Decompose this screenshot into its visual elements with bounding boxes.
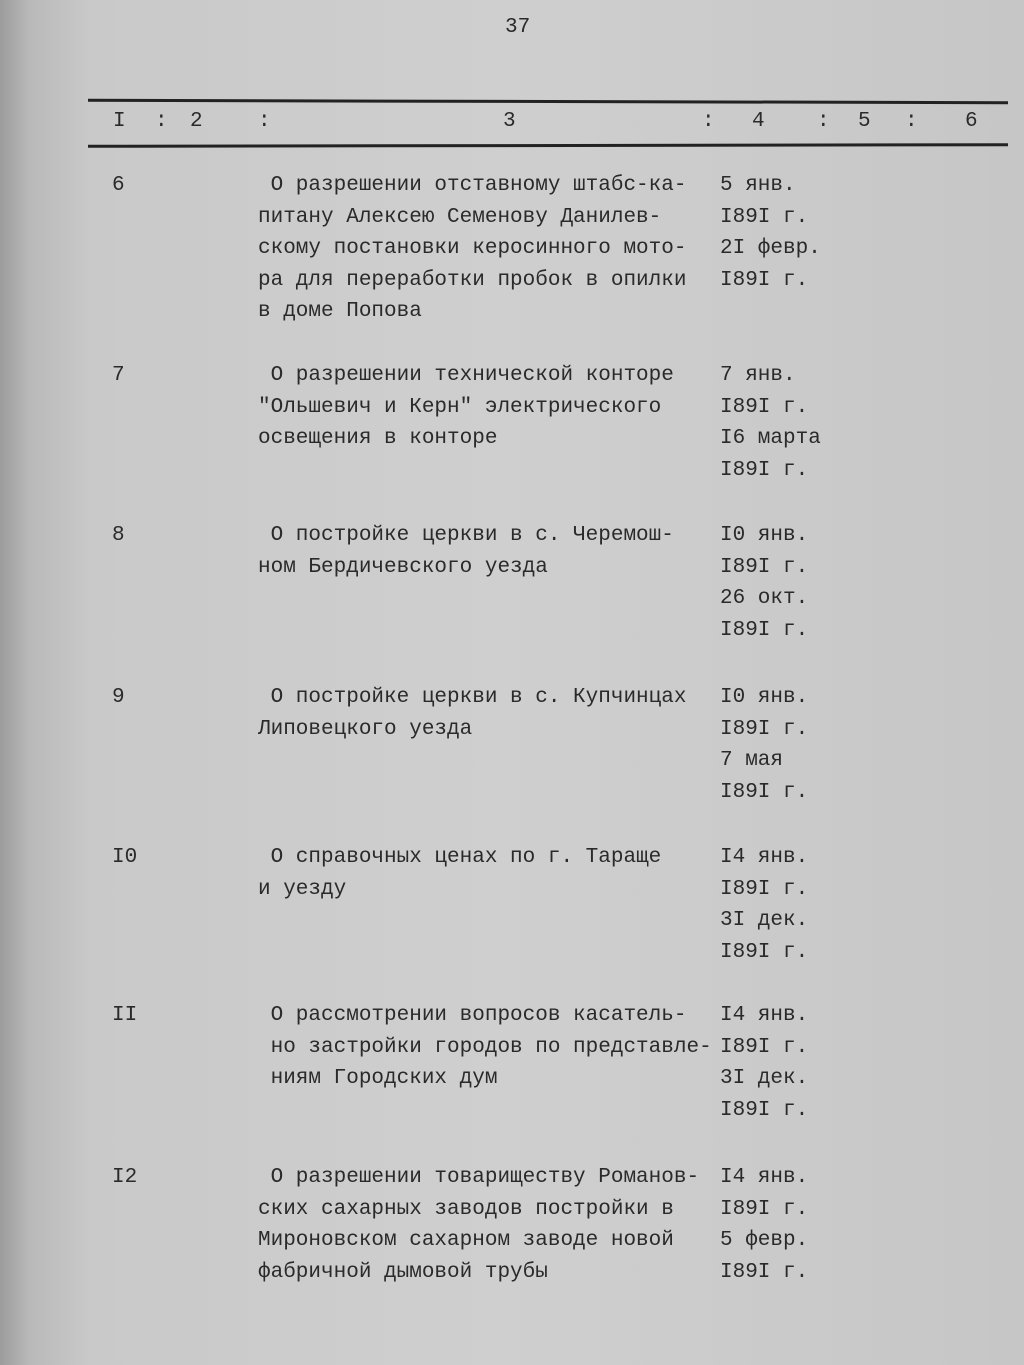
entry-number: II	[112, 1004, 138, 1027]
header-bottom-rule	[88, 143, 1008, 148]
date-line: 5 февр.	[720, 1229, 809, 1252]
description-line: О постройке церкви в с. Черемош-	[258, 524, 674, 547]
date-line: I89I г.	[720, 717, 809, 741]
entry-description	[258, 682, 686, 745]
entry-dates	[720, 360, 821, 486]
column-header: 4	[752, 110, 765, 133]
description-line: Мироновском сахарном заводе новой	[258, 1229, 674, 1252]
entry-description	[258, 170, 686, 328]
description-line: ниям Городских дум	[258, 1067, 498, 1090]
entry-description	[258, 520, 674, 583]
column-separator: :	[258, 110, 271, 133]
date-line: 26 окт.	[720, 587, 809, 610]
column-separator: :	[155, 110, 168, 133]
column-header: 2	[190, 110, 203, 133]
entry-number: 8	[112, 524, 125, 547]
description-line: О справочных ценах по г. Таращe	[258, 846, 662, 869]
date-line: I0 янв.	[720, 524, 809, 547]
date-line: I89I г.	[720, 458, 809, 482]
date-line: I89I г.	[720, 877, 809, 901]
entry-description	[258, 1162, 699, 1288]
date-line: I89I г.	[720, 940, 809, 964]
description-line: Липовецкого уезда	[258, 717, 473, 741]
entry-dates	[720, 520, 808, 646]
description-line: освещения в конторе	[258, 427, 498, 450]
date-line: I89I г.	[720, 618, 809, 642]
date-line: I89I г.	[720, 395, 809, 419]
date-line: I89I г.	[720, 1098, 809, 1122]
description-line: ном Бердичевского уезда	[258, 555, 548, 579]
date-line: 3I дек.	[720, 909, 809, 932]
description-line: но застройки городов по представле-	[258, 1035, 712, 1059]
entry-dates	[720, 682, 808, 808]
column-separator: :	[817, 110, 830, 133]
date-line: I89I г.	[720, 1260, 809, 1284]
date-line: I89I г.	[720, 780, 809, 804]
date-line: I89I г.	[720, 555, 809, 579]
description-line: О разрешении технической конторе	[258, 364, 674, 387]
description-line: фабричной дымовой трубы	[258, 1260, 548, 1284]
date-line: 7 мая	[720, 749, 784, 772]
entry-number: I2	[112, 1166, 138, 1189]
column-header: I	[113, 110, 126, 133]
entry-dates	[720, 842, 808, 968]
date-line: 3I дек.	[720, 1067, 809, 1090]
entry-number: 9	[112, 686, 125, 709]
description-line: О разрешении товариществу Романов-	[258, 1166, 700, 1189]
date-line: I89I г.	[720, 1197, 809, 1221]
date-line: I4 янв.	[720, 1166, 809, 1189]
entry-number: 6	[112, 174, 125, 197]
date-line: I4 янв.	[720, 1004, 809, 1027]
entry-description	[258, 360, 674, 455]
date-line: I6 марта	[720, 427, 821, 450]
date-line: I0 янв.	[720, 686, 809, 709]
description-line: О разрешении отставному штабс-ка-	[258, 174, 687, 197]
column-header: 3	[503, 110, 516, 133]
description-line: в доме Попова	[258, 300, 422, 323]
entry-dates	[720, 170, 821, 296]
description-line: питану Алексею Семенову Данилев-	[258, 205, 662, 229]
description-line: ских сахарных заводов постройки в	[258, 1197, 674, 1221]
header-top-rule	[88, 99, 1008, 104]
entry-number: I0	[112, 846, 138, 869]
date-line: I89I г.	[720, 1035, 809, 1059]
description-line: и уезду	[258, 877, 347, 901]
column-separator: :	[905, 110, 918, 133]
date-line: I89I г.	[720, 205, 809, 229]
entry-dates	[720, 1162, 808, 1288]
date-line: I4 янв.	[720, 846, 809, 869]
entry-description	[258, 1000, 712, 1095]
entry-dates	[720, 1000, 808, 1126]
entry-number: 7	[112, 364, 125, 387]
description-line: ра для переработки пробок в опилки	[258, 268, 687, 292]
description-line: скому постановки керосинного мото-	[258, 237, 687, 260]
description-line: "Ольшевич и Керн" электрического	[258, 395, 662, 419]
date-line: 5 янв.	[720, 174, 796, 197]
date-line: I89I г.	[720, 268, 809, 292]
column-header: 5	[858, 110, 871, 133]
date-line: 7 янв.	[720, 364, 796, 387]
page-number: 37	[505, 16, 531, 39]
description-line: О постройке церкви в с. Купчинцах	[258, 686, 687, 709]
column-header: 6	[965, 110, 978, 133]
entry-description	[258, 842, 661, 905]
description-line: О рассмотрении вопросов касатель-	[258, 1004, 687, 1027]
column-separator: :	[702, 110, 715, 133]
date-line: 2I февр.	[720, 237, 821, 260]
